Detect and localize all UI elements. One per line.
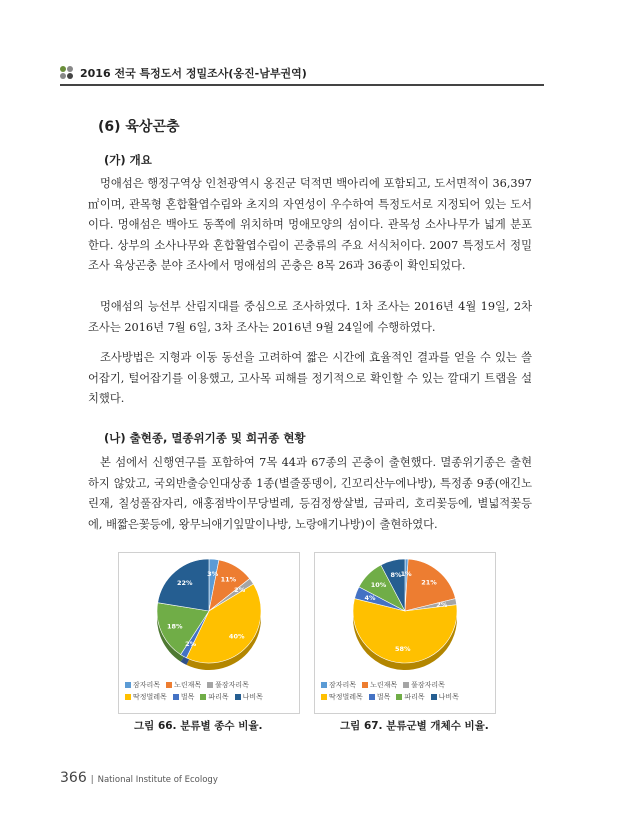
legend-item-3 xyxy=(403,680,445,690)
pie-chart-species-ratio xyxy=(119,553,299,678)
legend-label: 노린재목 xyxy=(370,681,398,689)
legend-swatch xyxy=(125,694,131,700)
legend-label: 잠자리목 xyxy=(329,681,357,689)
pie-data-label-4: 58% xyxy=(394,644,411,653)
legend-label: 잠자리목 xyxy=(133,681,161,689)
chart-frame-2 xyxy=(314,552,496,714)
legend-item-6 xyxy=(200,692,228,702)
subsection-title-b: (나) 출현종, 멸종위기종 및 희귀종 현황 xyxy=(104,431,306,445)
pie-data-label-2: 21% xyxy=(421,578,437,587)
legend-label: 파리목 xyxy=(208,693,229,701)
legend-label: 딱정벌레목 xyxy=(329,693,363,701)
subsection-title-a: (가) 개요 xyxy=(104,153,152,167)
legend-item-6 xyxy=(396,692,424,702)
figure-caption-67: 그림 67. 분류군별 개체수 비율. xyxy=(340,720,489,732)
legend-swatch xyxy=(431,694,437,700)
legend-swatch xyxy=(125,682,131,688)
pie-data-label-5: 2% xyxy=(185,640,197,649)
figure-caption-66: 그림 66. 분류별 종수 비율. xyxy=(134,720,263,732)
legend-swatch xyxy=(173,694,179,700)
legend-item-1 xyxy=(125,680,160,690)
legend-label: 파리목 xyxy=(404,693,425,701)
legend-item-7 xyxy=(235,692,263,702)
pie-data-label-7: 8% xyxy=(390,571,402,580)
page-footer xyxy=(60,770,218,786)
legend-label: 풀잠자리목 xyxy=(411,681,445,689)
pie-data-label-3: 2% xyxy=(436,600,448,609)
pie-data-label-7: 22% xyxy=(176,578,193,587)
legend-item-4 xyxy=(125,692,167,702)
legend-swatch xyxy=(207,682,213,688)
legend-swatch xyxy=(200,694,206,700)
legend-item-5 xyxy=(369,692,391,702)
paragraph-2: 멍애섬의 능선부 산림지대를 중심으로 조사하였다. 1차 조사는 2016년 4월 19일, 2차 조사는 2016년 7월 6일, 3차 조사는 2016년 9월 24일에 수행하였다. xyxy=(88,300,532,334)
paragraph-3: 조사방법은 지형과 이동 동선을 고려하여 짧은 시간에 효율적인 결과를 얻을 수 있는 쓸어잡기, 털어잡기를 이용했고, 고사목 피해를 정기적으로 확인할 수 있는 깔대기 트랩을 설치했다. xyxy=(88,351,532,405)
legend-swatch xyxy=(235,694,241,700)
legend-item-3 xyxy=(207,680,249,690)
legend-item-4 xyxy=(321,692,363,702)
pie-data-label-1: 3% xyxy=(207,570,219,579)
pie-data-label-4: 40% xyxy=(228,632,245,641)
pie-data-label-2: 11% xyxy=(220,575,237,584)
legend-swatch xyxy=(362,682,368,688)
legend-label: 풀잠자리목 xyxy=(215,681,249,689)
paragraph-1: 멍애섬은 행정구역상 인천광역시 옹진군 덕적면 백아리에 포함되고, 도서면적이 36,397 ㎡이며, 관목형 혼합활엽수림와 초지의 자연성이 우수하여 특정도서로 지정되어 있는 도서이다. 멍애섬은 백아도 동쪽에 위치하며 멍애모양의 섬이다. 관목성 소사나무가 넓게 분포한다. 상부의 소사나무와 혼합활엽수림이 곤충류의 주요 서식처이다. 2007 특정도서 정밀조사 육상곤충 분야 조사에서 멍애섬의 곤충은 8목 26과 36종이 확인되었다. xyxy=(88,177,532,272)
legend-swatch xyxy=(166,682,172,688)
legend-swatch xyxy=(321,694,327,700)
pie-chart-abundance-ratio xyxy=(315,553,495,678)
header-dots-icon xyxy=(60,66,76,80)
section-title: (6) 육상곤충 xyxy=(98,119,180,135)
footer-institute: National Institute of Ecology xyxy=(97,775,218,785)
legend-swatch xyxy=(369,694,375,700)
legend-swatch xyxy=(321,682,327,688)
legend-item-1 xyxy=(321,680,356,690)
legend-label: 벌목 xyxy=(376,693,391,701)
pie-data-label-1: 1% xyxy=(400,570,412,579)
chart-legend-1 xyxy=(125,680,295,702)
footer-separator: | xyxy=(90,775,94,785)
pie-data-label-5: 4% xyxy=(364,594,376,603)
running-header xyxy=(60,62,540,84)
legend-label: 나비목 xyxy=(438,693,459,701)
legend-item-2 xyxy=(362,680,397,690)
legend-label: 나비목 xyxy=(242,693,263,701)
header-rule xyxy=(60,84,544,86)
legend-label: 딱정벌레목 xyxy=(133,693,167,701)
chart-legend-2 xyxy=(321,680,491,702)
paragraph-4: 본 섬에서 신행연구를 포함하여 7목 44과 67종의 곤충이 출현했다. 멸종위기종은 출현하지 않았고, 국외반출승인대상종 1종(별줄풍뎅이, 긴꼬리산누에나방), 특정종 9종(애긴노린재, 칠성풀잠자리, 애홍점박이무당벌레, 등검정쌍살벌, 금파리, 호리꽃등에, 별넓적꽃등에, 배짧은꽃등에, 왕무늬애기잎말이나방, 노랑애기나방)이 출현하였다. xyxy=(88,456,532,531)
pie-data-label-6: 10% xyxy=(370,581,387,590)
legend-item-2 xyxy=(166,680,201,690)
legend-label: 벌목 xyxy=(180,693,195,701)
pie-data-label-6: 18% xyxy=(166,622,183,631)
pie-data-label-3: 2% xyxy=(234,586,246,595)
legend-swatch xyxy=(403,682,409,688)
chart-frame-1 xyxy=(118,552,300,714)
page-number: 366 xyxy=(60,770,87,786)
header-title: 2016 전국 특정도서 정밀조사(옹진-남부권역) xyxy=(80,67,307,80)
legend-item-7 xyxy=(431,692,459,702)
legend-item-5 xyxy=(173,692,195,702)
legend-label: 노린재목 xyxy=(174,681,202,689)
legend-swatch xyxy=(396,694,402,700)
